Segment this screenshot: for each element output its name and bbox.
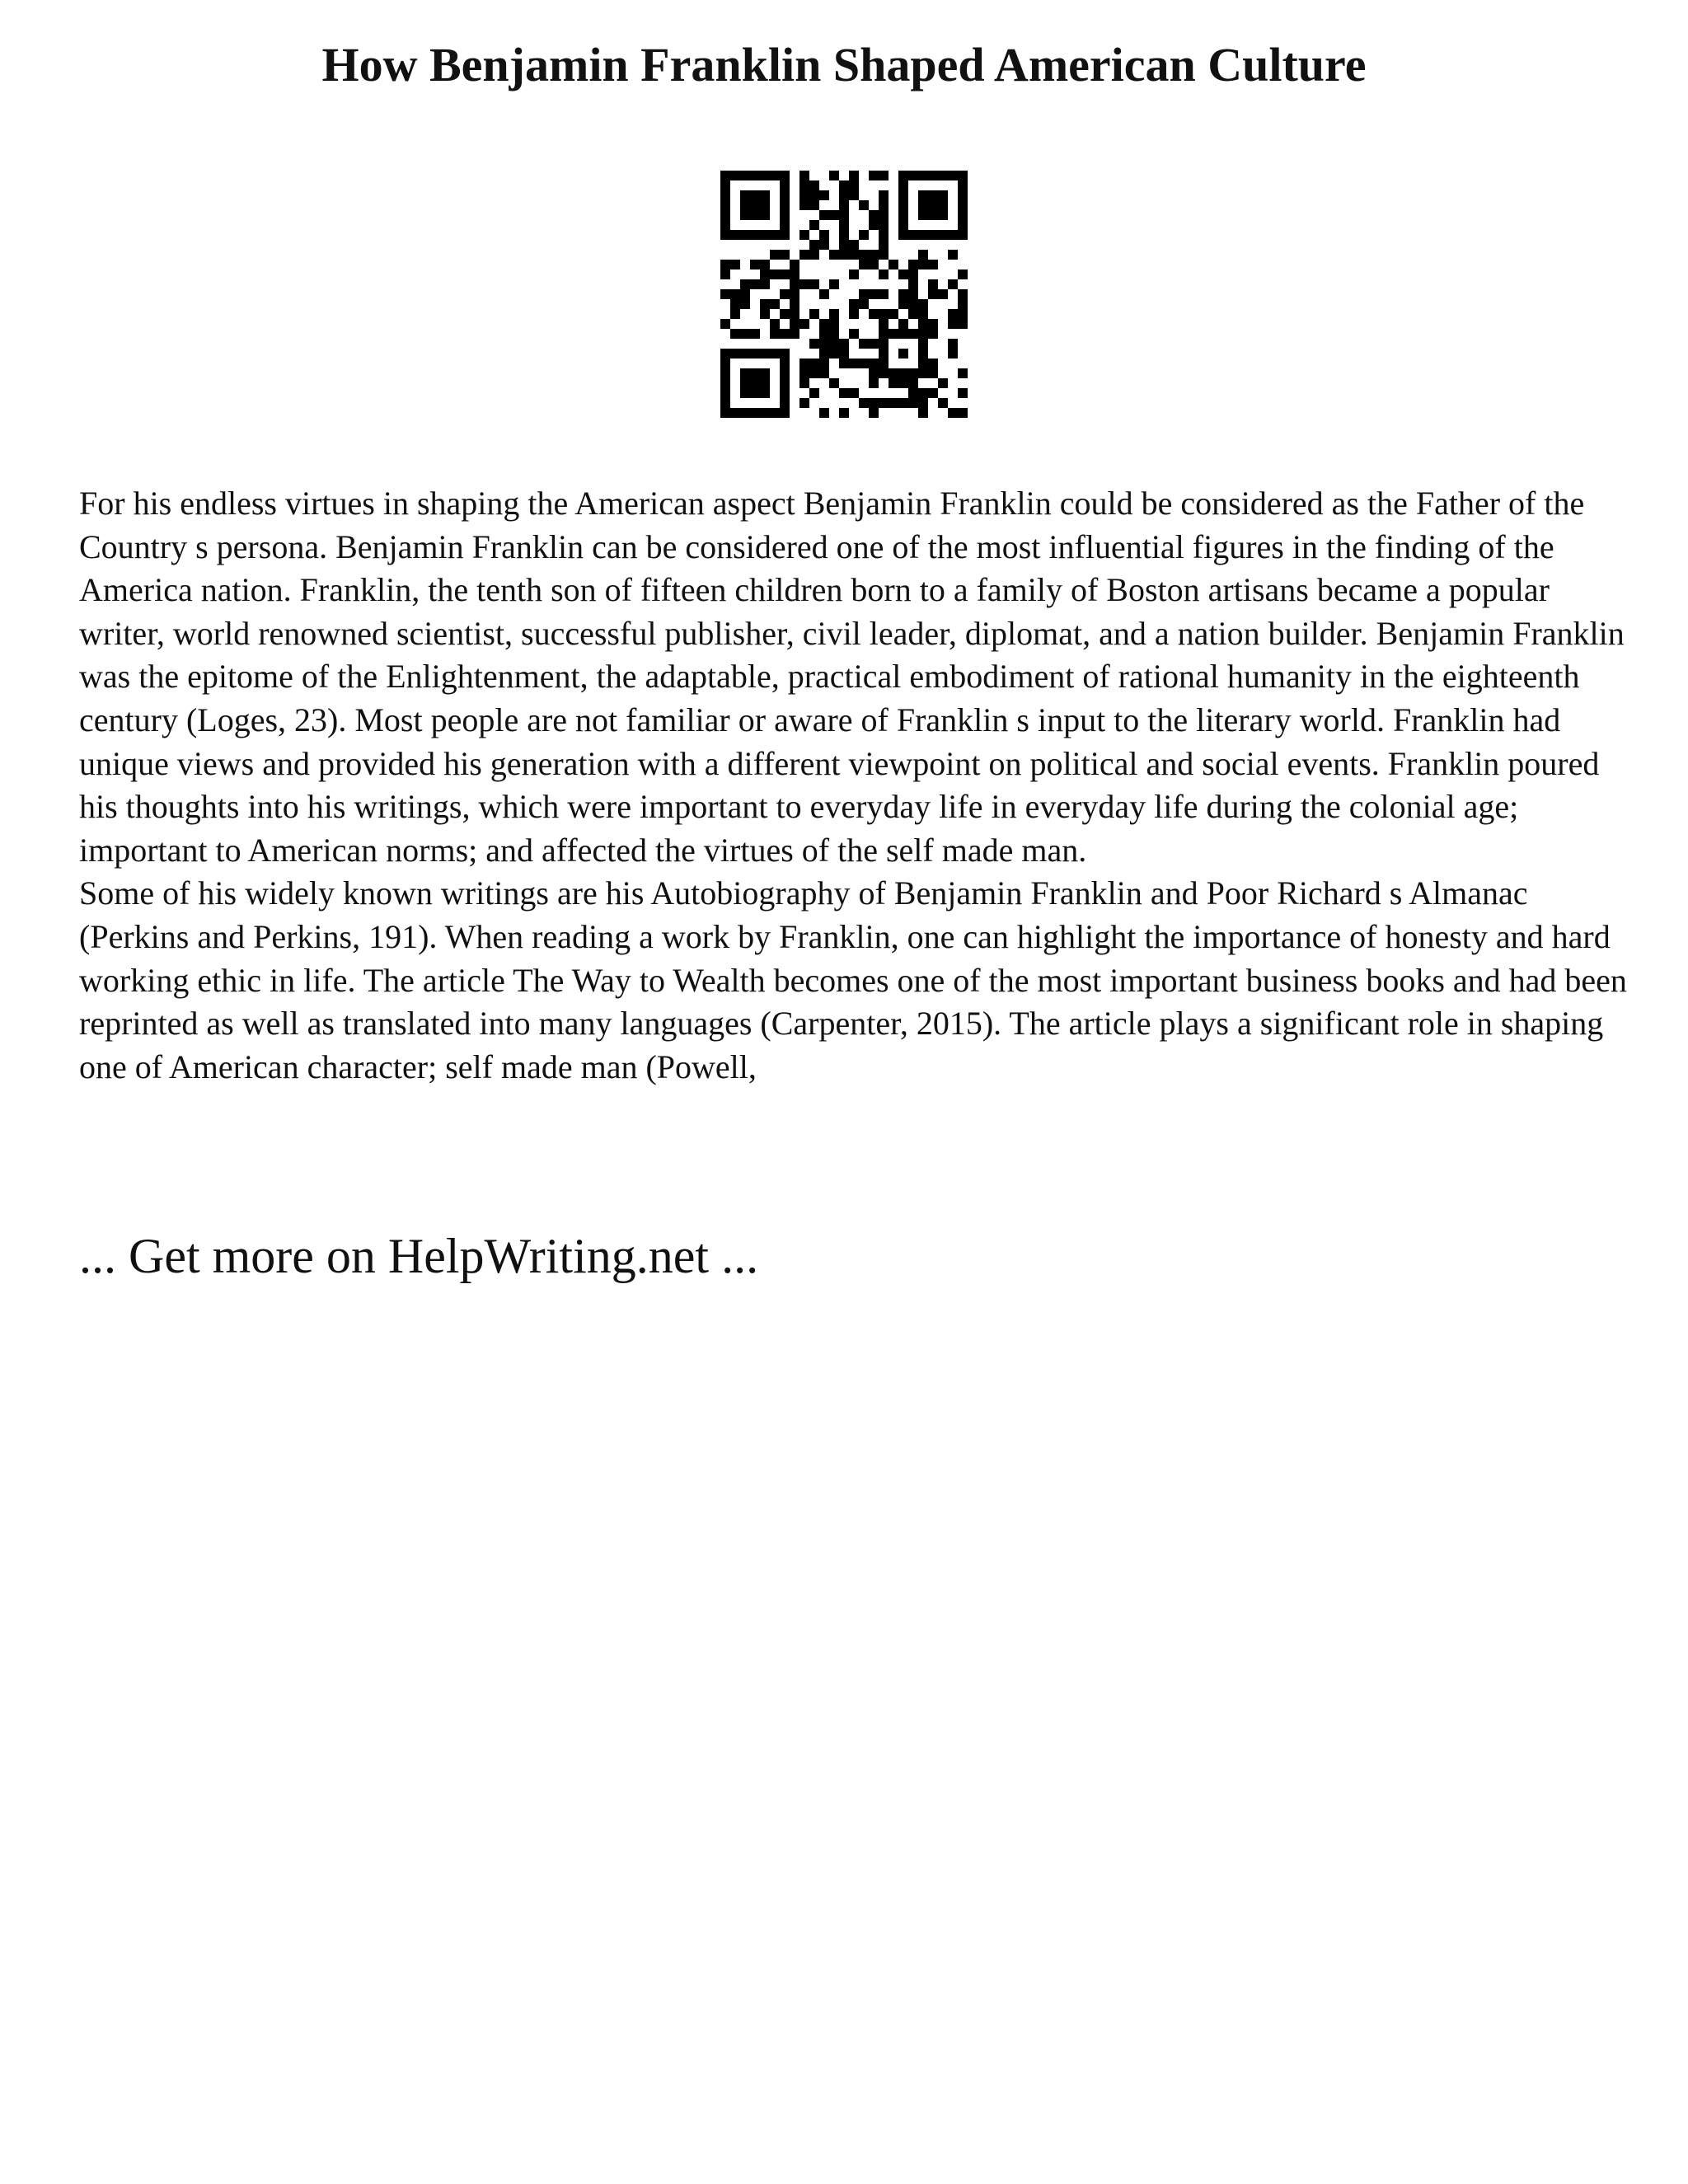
qr-code-icon bbox=[720, 171, 968, 418]
page-title: How Benjamin Franklin Shaped American Culture bbox=[321, 38, 1367, 91]
paragraph: For his endless virtues in shaping the American aspect Benjamin Franklin could be considered as the Father of the Country s persona. Benjamin Franklin can be considered one of the most influential figures in the finding of the America nation. Franklin, the tenth son of fifteen children born to a family of Boston artisans became a popular writer, world renowned scientist, successful publisher, civil leader, diplomat, and a nation builder. Benjamin Franklin was the epitome of the Enlightenment, the adaptable, practical embodiment of rational humanity in the eighteenth century (Loges, 23). Most people are not familiar or aware of Franklin s input to the literary world. Franklin had unique views and provided his generation with a different viewpoint on political and social events. Franklin poured his thoughts into his writings, which were important to everyday life in everyday life during the colonial age; important to American norms; and affected the virtues of the self made man. bbox=[79, 485, 1625, 869]
get-more-link[interactable]: ... Get more on HelpWriting.net ... bbox=[79, 1229, 759, 1283]
paragraph: Some of his widely known writings are his Autobiography of Benjamin Franklin and Poor Richard s Almanac (Perkins and Perkins, 191). When reading a work by Franklin, one can highlight the importance of honesty and hard working ethic in life. The article The Way to Wealth becomes one of the most important business books and had been reprinted as well as translated into many languages (Carpenter, 2015). The article plays a significant role in shaping one of American character; self made man (Powell, bbox=[79, 874, 1627, 1085]
essay-body bbox=[79, 482, 1629, 1089]
